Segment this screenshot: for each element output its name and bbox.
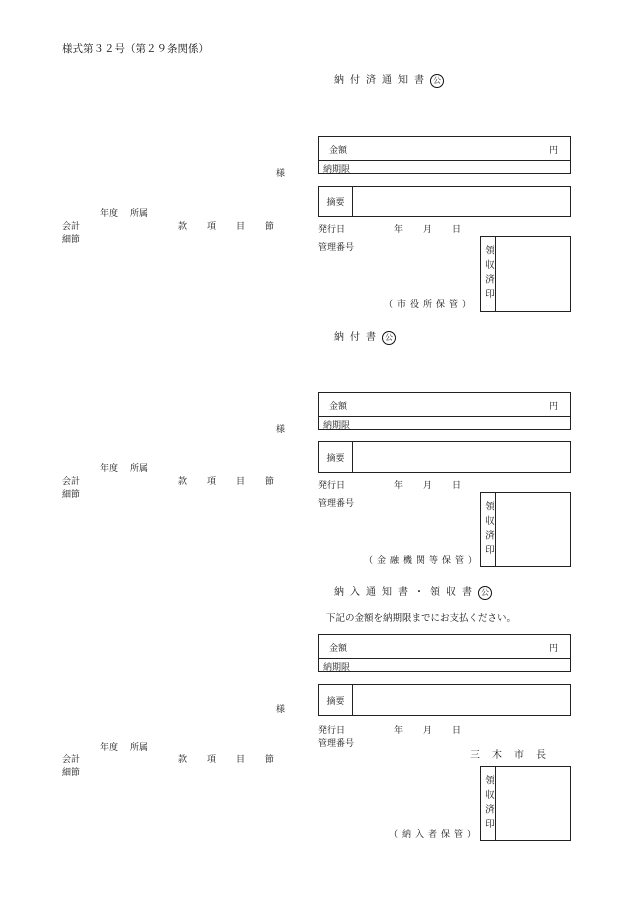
section3-fiscal-year-label: 年度 (100, 743, 119, 753)
section3-receipt-stamp-label: 領収済印 (481, 767, 496, 840)
section1-kou-label: 項 (207, 222, 217, 232)
section2-due-label: 納期限 (323, 421, 351, 431)
section1-account-label: 会計 (62, 222, 81, 232)
section2-yen-label: 円 (548, 402, 558, 412)
section1-fiscal-year-label: 年度 (100, 209, 119, 219)
section2-subsection-label: 細節 (62, 490, 81, 500)
section3-issue-date-label: 発行日 (318, 726, 346, 736)
section3-title-text: 納入通知書・領収書 (334, 587, 478, 598)
section1-month-label: 月 (423, 225, 433, 235)
section1-keep-note: （市役所保管） (384, 300, 476, 310)
section1-yen-label: 円 (548, 146, 558, 156)
section3-subsection-label: 細節 (62, 768, 81, 778)
section1-issue-date-label: 発行日 (318, 225, 346, 235)
section1-amount-box (318, 136, 571, 174)
section3-kou-label: 項 (207, 755, 217, 765)
section3-keep-note: （納入者保管） (389, 830, 481, 840)
section2-account-label: 会計 (62, 477, 81, 487)
section3-amount-box (318, 634, 571, 672)
section2-moku-label: 目 (236, 477, 246, 487)
section3-instruction: 下記の金額を納期限までにお支払ください。 (326, 613, 517, 624)
section3-honorific: 様 (276, 705, 286, 715)
section2-memo-box (318, 441, 571, 473)
section2-title-text: 納付書 (334, 332, 382, 343)
public-seal-icon: 公 (478, 586, 492, 600)
section2-setsu-label: 節 (265, 477, 275, 487)
section3-memo-box (318, 684, 571, 716)
section2-dept-label: 所属 (130, 464, 149, 474)
section2-issue-date-label: 発行日 (318, 481, 346, 491)
section2-kan-label: 款 (178, 477, 188, 487)
section2-fiscal-year-label: 年度 (100, 464, 119, 474)
section2-amount-label: 金額 (329, 402, 348, 412)
section1-setsu-label: 節 (265, 222, 275, 232)
section3-mayor-name: 三木市長 (470, 750, 558, 761)
section1-receipt-stamp-label: 領収済印 (481, 237, 496, 311)
section3-yen-label: 円 (548, 644, 558, 654)
section3-dept-label: 所属 (130, 743, 149, 753)
section3-receipt-stamp-box (480, 766, 571, 841)
section3-account-label: 会計 (62, 755, 81, 765)
section3-control-no-label: 管理番号 (318, 739, 355, 749)
section1-amount-label: 金額 (329, 146, 348, 156)
section2-month-label: 月 (423, 481, 433, 491)
section1-year-label: 年 (394, 225, 404, 235)
section3-month-label: 月 (423, 726, 433, 736)
section1-title-text: 納付済通知書 (334, 75, 430, 86)
section3-year-label: 年 (394, 726, 404, 736)
section2-memo-label: 摘要 (319, 442, 353, 472)
public-seal-icon: 公 (430, 74, 444, 88)
public-seal-icon: 公 (382, 331, 396, 345)
section2-control-no-label: 管理番号 (318, 499, 355, 509)
section2-title (334, 328, 396, 345)
section2-keep-note: （金融機関等保管） (364, 556, 482, 566)
section1-memo-box (318, 186, 571, 217)
section1-honorific: 様 (276, 169, 286, 179)
section3-setsu-label: 節 (265, 755, 275, 765)
section3-day-label: 日 (452, 726, 462, 736)
section1-day-label: 日 (452, 225, 462, 235)
section2-day-label: 日 (452, 481, 462, 491)
section2-receipt-stamp-label: 領収済印 (481, 493, 496, 566)
section2-amount-box (318, 392, 571, 430)
section2-honorific: 様 (276, 425, 286, 435)
section1-due-label: 納期限 (323, 165, 351, 175)
section1-kan-label: 款 (178, 222, 188, 232)
section1-moku-label: 目 (236, 222, 246, 232)
section1-control-no-label: 管理番号 (318, 243, 355, 253)
section3-memo-label: 摘要 (319, 685, 353, 715)
section1-subsection-label: 細節 (62, 235, 81, 245)
section2-receipt-stamp-box (480, 492, 571, 567)
section1-title (334, 71, 444, 88)
section1-receipt-stamp-box (480, 236, 571, 312)
section3-amount-label: 金額 (329, 644, 348, 654)
form-number: 様式第３２号（第２９条関係） (62, 43, 209, 55)
section2-kou-label: 項 (207, 477, 217, 487)
section1-dept-label: 所属 (130, 209, 149, 219)
section3-kan-label: 款 (178, 755, 188, 765)
section2-year-label: 年 (394, 481, 404, 491)
section3-due-label: 納期限 (323, 663, 351, 673)
section1-memo-label: 摘要 (319, 187, 353, 216)
section3-moku-label: 目 (236, 755, 246, 765)
section3-title (334, 583, 492, 600)
